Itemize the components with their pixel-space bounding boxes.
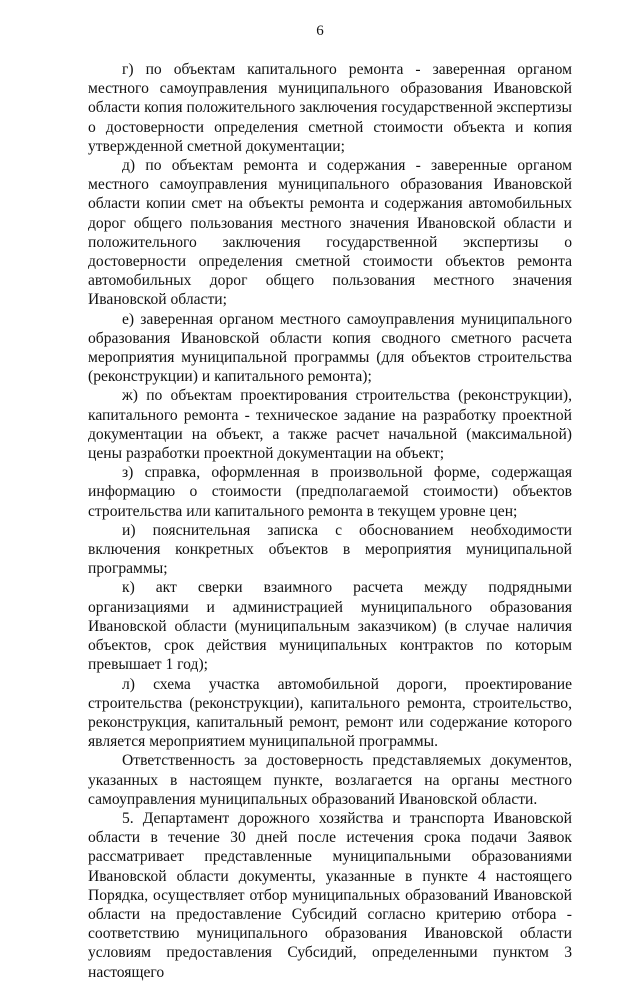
paragraph-g-capital-repair: г) по объектам капитального ремонта - заверенная органом местного самоуправления муниципального образования Ивановской области копия положительного заключения государственной экспертизы о достоверности определения сметной стоимости объекта и копия утвержденной сметной документации; (88, 61, 572, 155)
paragraph-i-explanatory-note: и) пояснительная записка с обоснованием необходимости включения конкретных объектов в мероприятия муниципальной программы; (88, 521, 572, 578)
paragraph-d-repair-maintenance: д) по объектам ремонта и содержания - заверенные органом местного самоуправления муниципального образования Ивановской области копии смет на объекты ремонта и содержания автомобильных дорог общего пользования местного значения Ивановской области и положительного заключения государственной экспертизы о достоверности определения сметной стоимости объектов ремонта автомобильных дорог общего пользования местного значения Ивановской области; (88, 157, 572, 309)
paragraph-k-reconciliation-act: к) акт сверки взаимного расчета между подрядными организациями и администрацией муниципального образования Ивановской области (муниципальным заказчиком) (в случае наличия объектов, срок действия муниципальных контрактов по которым превышает 1 год); (88, 579, 572, 674)
paragraph-responsibility: Ответственность за достоверность представляемых документов, указанных в настоящем пункте, возлагается на органы местного самоуправления муниципальных образований Ивановской области. (88, 752, 572, 808)
paragraph-5-department-review: 5. Департамент дорожного хозяйства и транспорта Ивановской области в течение 30 дней после истечения срока подачи Заявок рассматривает представленные муниципальными образованиями Ивановской области документы, указанные в пункте 4 настоящего Порядка, осуществляет отбор муниципальных образований Ивановской области на предоставление Субсидий согласно критерию отбора - соответствию муниципального образования Ивановской области условиям предоставления Субсидий, определенными пунктом 3 настоящего (88, 809, 572, 981)
page-number: 6 (316, 23, 324, 39)
paragraph-l-road-scheme: л) схема участка автомобильной дороги, проектирование строительства (реконструкции), капитального ремонта, строительство, реконструкция, капитальный ремонт, ремонт или содержание которого является мероприятием муниципальной программы. (88, 675, 572, 751)
paragraph-e-summary-estimate: е) заверенная органом местного самоуправления муниципального образования Ивановской области копия сводного сметного расчета мероприятия муниципальной программы (для объектов строительства (реконструкции) и капитального ремонта); (88, 310, 572, 386)
paragraph-zh-design-task: ж) по объектам проектирования строительства (реконструкции), капитального ремонта - техническое задание на разработку проектной документации на объект, а также расчет начальной (максимальной) цены разработки проектной документации на объект; (88, 387, 572, 463)
document-body (88, 60, 572, 982)
paragraph-z-cost-certificate: з) справка, оформленная в произвольной форме, содержащая информацию о стоимости (предполагаемой стоимости) объектов строительства или капитального ремонта в текущем уровне цен; (88, 464, 572, 520)
